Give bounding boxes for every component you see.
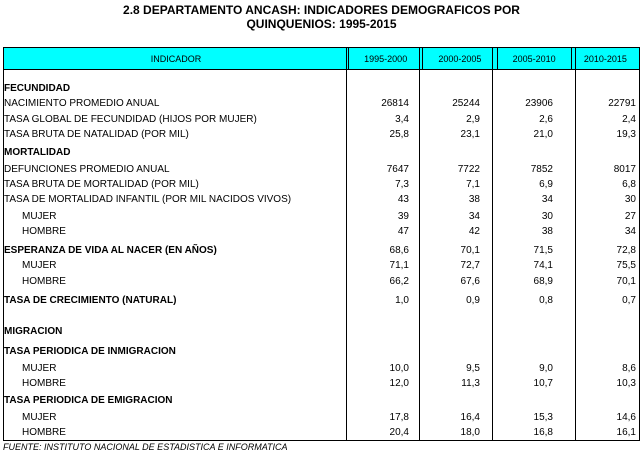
cell-value: 16,1 <box>616 427 636 438</box>
cell-value: 66,2 <box>389 276 409 287</box>
cell-value: 1,0 <box>395 295 409 306</box>
table-row <box>0 112 643 127</box>
cell-value: 23906 <box>525 98 553 109</box>
table-title-line-2: QUINQUENIOS: 1995-2015 <box>246 17 397 31</box>
cell-value: 72,7 <box>460 260 480 271</box>
table-row <box>0 81 643 96</box>
cell-value: 7722 <box>457 164 480 175</box>
cell-value: 34 <box>624 226 636 237</box>
row-section-label: MIGRACION <box>4 326 63 337</box>
row-label: TASA BRUTA DE NATALIDAD (POR MIL) <box>4 129 189 140</box>
row-section-label: TASA PERIODICA DE EMIGRACION <box>4 395 173 406</box>
table-row <box>0 376 643 391</box>
table-row <box>0 344 643 359</box>
cell-value: 34 <box>541 194 553 205</box>
cell-value: 22791 <box>608 98 636 109</box>
source-note: FUENTE: INSTITUTO NACIONAL DE ESTADISTICA E INFORMATICA <box>3 442 288 452</box>
table-row <box>0 274 643 289</box>
table-row <box>0 96 643 111</box>
cell-value: 43 <box>397 194 409 205</box>
table-row <box>0 127 643 142</box>
cell-value: 7,1 <box>466 179 480 190</box>
cell-value: 7647 <box>386 164 409 175</box>
table-row <box>0 145 643 160</box>
cell-value: 42 <box>468 226 480 237</box>
cell-value: 12,0 <box>389 378 409 389</box>
cell-value: 47 <box>397 226 409 237</box>
cell-value: 71,5 <box>533 245 553 256</box>
row-label: TASA DE MORTALIDAD INFANTIL (POR MIL NACIDOS VIVOS) <box>4 194 292 205</box>
cell-value: 3,4 <box>395 114 409 125</box>
cell-value: 17,8 <box>389 412 409 423</box>
table-row <box>0 162 643 177</box>
row-section-label: TASA PERIODICA DE INMIGRACION <box>4 346 176 357</box>
cell-value: 16,4 <box>460 412 480 423</box>
cell-value: 9,0 <box>539 363 553 374</box>
table-row <box>0 425 643 440</box>
table-row <box>0 192 643 207</box>
cell-value: 71,1 <box>389 260 409 271</box>
row-label: HOMBRE <box>22 427 66 438</box>
cell-value: 14,6 <box>616 412 636 423</box>
row-label: HOMBRE <box>22 276 66 287</box>
cell-value: 23,1 <box>460 129 480 140</box>
cell-value: 26814 <box>381 98 409 109</box>
row-label: MUJER <box>22 363 57 374</box>
table-title-line-1: 2.8 DEPARTAMENTO ANCASH: INDICADORES DEMOGRAFICOS POR <box>123 3 520 17</box>
cell-value: 20,4 <box>389 427 409 438</box>
cell-value: 6,9 <box>539 179 553 190</box>
row-label: TASA BRUTA DE MORTALIDAD (POR MIL) <box>4 179 199 190</box>
cell-value: 2,9 <box>466 114 480 125</box>
cell-value: 25,8 <box>389 129 409 140</box>
cell-value: 11,3 <box>461 378 480 389</box>
cell-value: 0,8 <box>539 295 553 306</box>
cell-value: 72,8 <box>616 245 636 256</box>
table-row <box>0 209 643 224</box>
header-year-2000-2005: 2000-2005 <box>423 48 497 70</box>
cell-value: 74,1 <box>533 260 553 271</box>
cell-value: 68,9 <box>533 276 553 287</box>
header-year-2005-2010: 2005-2010 <box>497 48 571 70</box>
table-row <box>0 410 643 425</box>
cell-value: 21,0 <box>533 129 553 140</box>
cell-value: 7852 <box>530 164 553 175</box>
cell-value: 10,0 <box>389 363 409 374</box>
cell-value: 8,6 <box>622 363 636 374</box>
header-year-2010-2015: 2010-2015 <box>571 48 639 70</box>
cell-value: 10,7 <box>533 378 553 389</box>
header-year-1995-2000: 1995-2000 <box>349 48 423 70</box>
cell-value: 0,7 <box>622 295 636 306</box>
cell-value: 27 <box>624 211 636 222</box>
cell-value: 70,1 <box>460 245 480 256</box>
cell-value: 75,5 <box>616 260 636 271</box>
row-label: NACIMIENTO PROMEDIO ANUAL <box>4 98 160 109</box>
table-row <box>0 393 643 408</box>
cell-value: 8017 <box>613 164 636 175</box>
cell-value: 2,6 <box>539 114 553 125</box>
cell-value: 18,0 <box>460 427 480 438</box>
cell-value: 2,4 <box>622 114 636 125</box>
table-row <box>0 177 643 192</box>
row-label: HOMBRE <box>22 378 66 389</box>
table-row <box>0 293 643 308</box>
table-row <box>0 243 643 258</box>
cell-value: 70,1 <box>616 276 636 287</box>
row-label: MUJER <box>22 412 57 423</box>
cell-value: 38 <box>541 226 553 237</box>
cell-value: 7,3 <box>395 179 409 190</box>
row-section-label: ESPERANZA DE VIDA AL NACER (EN AÑOS) <box>4 245 217 256</box>
table-row <box>0 324 643 339</box>
row-label: HOMBRE <box>22 226 66 237</box>
cell-value: 19,3 <box>616 129 636 140</box>
row-section-label: FECUNDIDAD <box>4 83 71 94</box>
cell-value: 30 <box>624 194 636 205</box>
table-row <box>0 361 643 376</box>
row-label: MUJER <box>22 260 57 271</box>
row-section-label: TASA DE CRECIMIENTO (NATURAL) <box>4 295 177 306</box>
cell-value: 67,6 <box>460 276 480 287</box>
cell-value: 10,3 <box>616 378 636 389</box>
header-indicator: INDICADOR <box>4 48 349 70</box>
table-row <box>0 258 643 273</box>
row-label: MUJER <box>22 211 57 222</box>
cell-value: 6,8 <box>622 179 636 190</box>
row-label: DEFUNCIONES PROMEDIO ANUAL <box>4 164 170 175</box>
cell-value: 15,3 <box>533 412 553 423</box>
table-row <box>0 224 643 239</box>
cell-value: 34 <box>468 211 480 222</box>
cell-value: 9,5 <box>466 363 480 374</box>
cell-value: 39 <box>397 211 409 222</box>
cell-value: 30 <box>541 211 553 222</box>
cell-value: 25244 <box>452 98 480 109</box>
cell-value: 38 <box>468 194 480 205</box>
cell-value: 68,6 <box>389 245 409 256</box>
row-label: TASA GLOBAL DE FECUNDIDAD (HIJOS POR MUJER) <box>4 114 257 125</box>
row-section-label: MORTALIDAD <box>4 147 71 158</box>
cell-value: 0,9 <box>466 295 480 306</box>
cell-value: 16,8 <box>533 427 553 438</box>
